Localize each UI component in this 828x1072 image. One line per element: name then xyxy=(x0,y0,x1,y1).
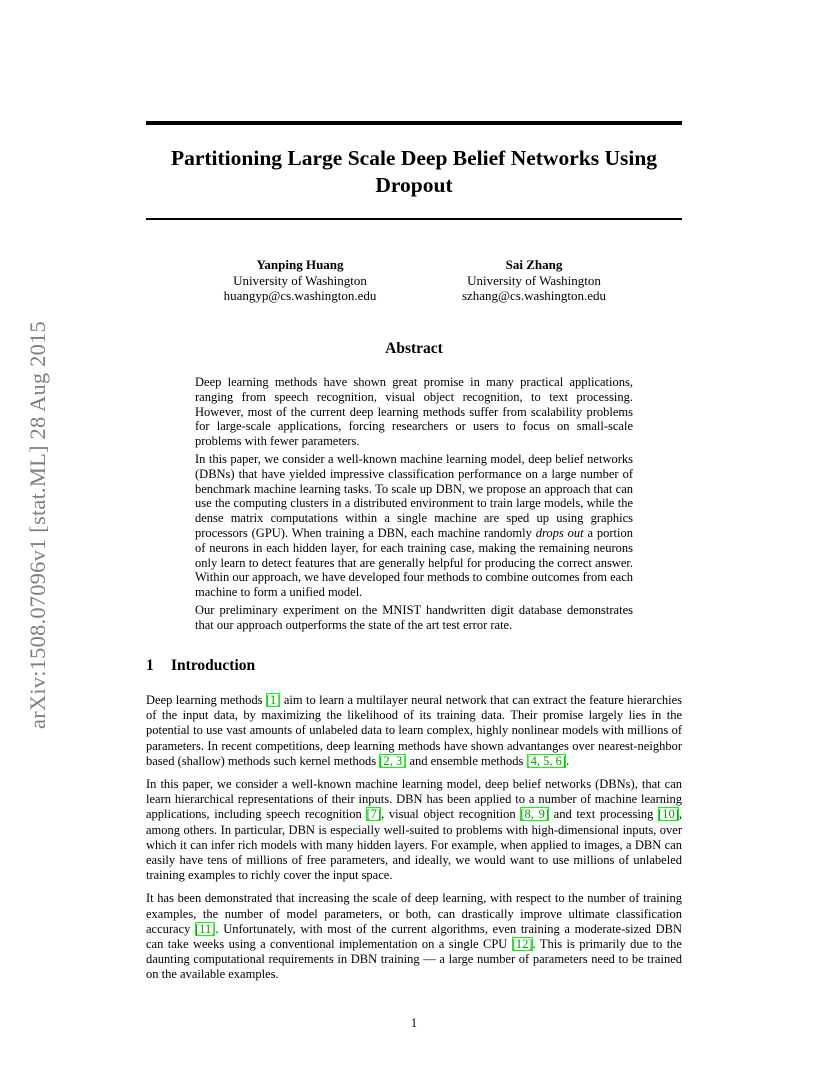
abstract-heading: Abstract xyxy=(385,340,443,357)
author-email: huangyp@cs.washington.edu xyxy=(223,288,377,303)
abstract-emphasis: drops out xyxy=(535,525,584,540)
intro-text: . This is primarily due to the daunting computational requirements in DBN training — a large number of parameters need to be trained on the available examples. xyxy=(146,937,682,982)
intro-paragraph-1 xyxy=(146,693,682,769)
author-block-1 xyxy=(200,257,400,304)
author-affiliation: University of Washington xyxy=(467,272,601,288)
citation-link[interactable]: [7] xyxy=(366,807,382,822)
intro-text: In this paper, we consider a well-known machine learning model, deep belief networks (DBNs), that can learn hierarchical representations of their inputs. DBN has been applied to a number of machine learning applications, including speech recognition xyxy=(146,777,682,822)
abstract-body xyxy=(195,375,633,636)
intro-text: It has been demonstrated that increasing the scale of deep learning, with respect to the number of training examples, the number of model parameters, or both, can drastically improve ultimate classification accuracy xyxy=(146,891,682,936)
title-rule-top xyxy=(146,121,682,125)
intro-text: . xyxy=(566,753,570,768)
citation-link[interactable]: [12] xyxy=(511,937,533,952)
intro-paragraph-2 xyxy=(146,777,682,883)
abstract-text: a portion of neurons in each hidden layer, for each training case, making the remaining neurons only learn to detect features that are generally helpful for producing the correct answer. Within our approach, we have developed four methods to combine outcomes from each machine to form a unified model. xyxy=(195,525,633,600)
author-email: szhang@cs.washington.edu xyxy=(461,288,607,303)
intro-text: , visual object recognition xyxy=(381,807,521,822)
arxiv-identifier-stamp xyxy=(18,275,58,775)
intro-text: Deep learning methods xyxy=(146,693,266,707)
intro-text: and text processing xyxy=(548,807,659,822)
page-number: 1 xyxy=(410,1016,418,1030)
author-block-2 xyxy=(434,257,634,304)
section-number: 1 xyxy=(146,657,154,674)
citation-link[interactable]: [11] xyxy=(195,921,216,936)
abstract-paragraph-3: Our preliminary experiment on the MNIST handwritten digit database demonstrates that our approach outperforms the state of the art test error rate. xyxy=(195,602,633,632)
citation-link[interactable]: [10] xyxy=(658,807,679,822)
author-name: Yanping Huang xyxy=(256,257,344,272)
abstract-text: In this paper, we consider a well-known machine learning model, deep belief networks (DBNs) that have yielded impressive classification performance on a large number of benchmark machine learning tasks. To scale up DBN, we propose an approach that can use the computing clusters in a distributed environment to train large models, while the dense matrix computations within a single machine are sped up using graphics processors (GPU). When training a DBN, each machine randomly xyxy=(195,451,633,540)
abstract-paragraph-1: Deep learning methods have shown great promise in many practical applications, ranging from speech recognition, visual object recognition, to text processing. However, most of the current deep learning methods suffer from scalability problems for large-scale applications, forcing researchers or users to focus on small-scale problems with fewer parameters. xyxy=(195,375,633,449)
title-rule-bottom xyxy=(146,218,682,220)
intro-text: , among others. In particular, DBN is especially well-suited to problems with high-dimensional inputs, over which it can infer rich models with many hidden layers. For example, when applied to images, a DBN can easily have tens of millions of free parameters, and ideally, we would want to use millions of unlabeled training examples to richly cover the input space. xyxy=(146,807,682,883)
intro-paragraph-3 xyxy=(146,891,682,982)
abstract-paragraph-2 xyxy=(195,452,633,600)
intro-text: and ensemble methods xyxy=(406,753,527,768)
intro-text: . Unfortunately, with most of the current algorithms, even training a moderate-sized DBN can take weeks using a conventional implementation on a single CPU xyxy=(146,921,682,952)
citation-link[interactable]: [1] xyxy=(265,693,281,707)
section-heading-introduction xyxy=(146,657,255,675)
arxiv-identifier-text: arXiv:1508.07096v1 [stat.ML] 28 Aug 2015 xyxy=(25,321,50,729)
paper-title: Partitioning Large Scale Deep Belief Networks Using Dropout xyxy=(170,146,658,197)
citation-link[interactable]: [8, 9] xyxy=(520,807,549,822)
section-title: Introduction xyxy=(171,657,256,674)
citation-link[interactable]: [2, 3] xyxy=(379,753,407,768)
intro-text: aim to learn a multilayer neural network that can extract the feature hierarchies of the input data, by maximizing the likelihood of its training data. Their promise largely lies in the potential to use vast amounts of unlabeled data to learn complex, highly nonlinear models with millions of parameters. In recent competitions, deep learning methods have shown advantanges over nearest-neighbor based (shallow) methods such kernel methods xyxy=(146,693,683,768)
introduction-body xyxy=(146,693,682,991)
author-affiliation: University of Washington xyxy=(233,272,367,288)
citation-link[interactable]: [4, 5, 6] xyxy=(526,753,567,768)
author-name: Sai Zhang xyxy=(505,257,563,272)
